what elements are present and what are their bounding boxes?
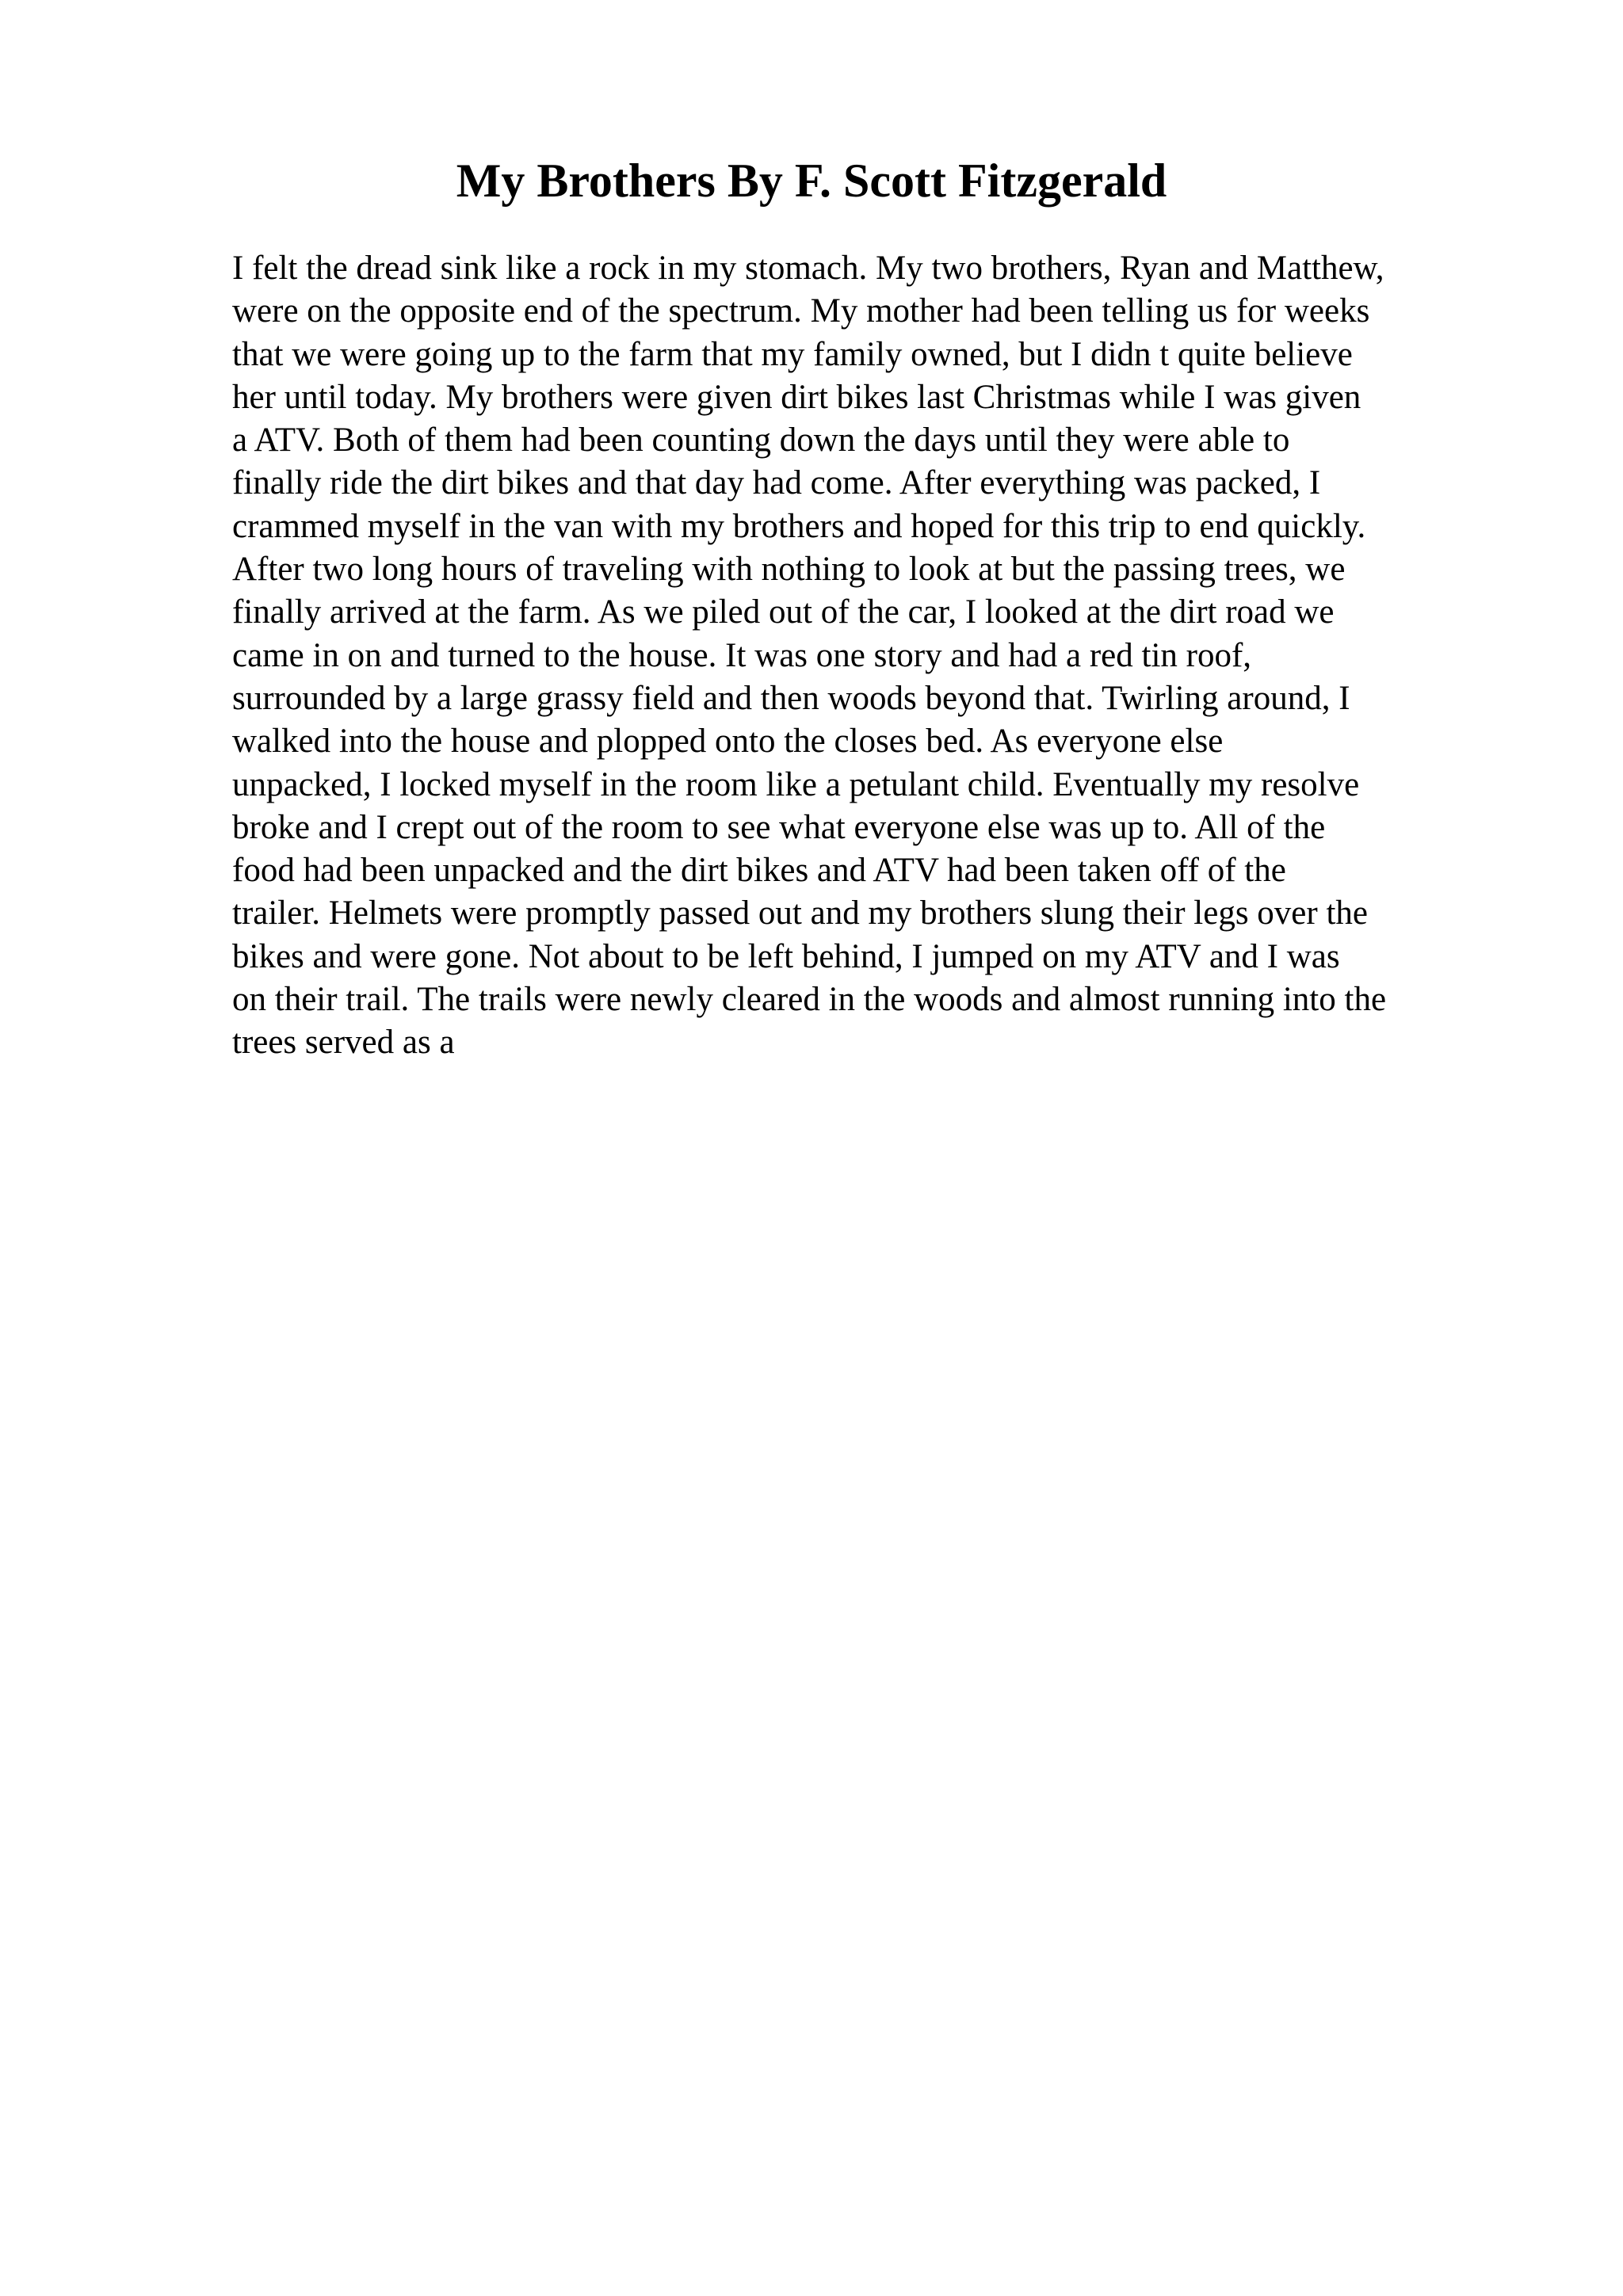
text-line: trailer. Helmets were promptly passed out and my brothers slung their legs over the — [232, 894, 1368, 933]
text-line: I felt the dread sink like a rock in my stomach. My two brothers, Ryan and Matthew, — [232, 250, 1384, 287]
text-line: that we were going up to the farm that my family owned, but I didn t quite believe — [232, 335, 1353, 373]
text-line: a ATV. Both of them had been counting down the days until they were able to — [232, 421, 1290, 460]
text-line: on their trail. The trails were newly cleared in the woods and almost running into the — [232, 981, 1387, 1019]
text-line: bikes and were gone. Not about to be left behind, I jumped on my ATV and I was — [232, 937, 1340, 975]
body-paragraph — [232, 247, 1516, 1065]
text-line: crammed myself in the van with my brothers and hoped for this trip to end quickly. — [232, 507, 1366, 545]
text-line: finally ride the dirt bikes and that day had come. After everything was packed, I — [232, 464, 1321, 502]
text-line: were on the opposite end of the spectrum. My mother had been telling us for weeks — [232, 292, 1370, 330]
text-line: food had been unpacked and the dirt bikes and ATV had been taken off of the — [232, 852, 1286, 890]
text-line: broke and I crept out of the room to see what everyone else was up to. All of the — [232, 808, 1326, 846]
text-line: surrounded by a large grassy field and then woods beyond that. Twirling around, I — [232, 679, 1350, 717]
text-line: finally arrived at the farm. As we piled out of the car, I looked at the dirt road we — [232, 593, 1335, 631]
text-line: unpacked, I locked myself in the room like a petulant child. Eventually my resolve — [232, 765, 1360, 803]
text-line: After two long hours of traveling with nothing to look at but the passing trees, we — [232, 551, 1346, 589]
text-line: walked into the house and plopped onto the closes bed. As everyone else — [232, 723, 1224, 761]
text-line: her until today. My brothers were given dirt bikes last Christmas while I was given — [232, 378, 1361, 416]
document-title: My Brothers By F. Scott Fitzgerald — [456, 154, 1167, 207]
text-line: trees served as a — [232, 1024, 455, 1062]
text-line: came in on and turned to the house. It was one story and had a red tin roof, — [232, 636, 1252, 674]
